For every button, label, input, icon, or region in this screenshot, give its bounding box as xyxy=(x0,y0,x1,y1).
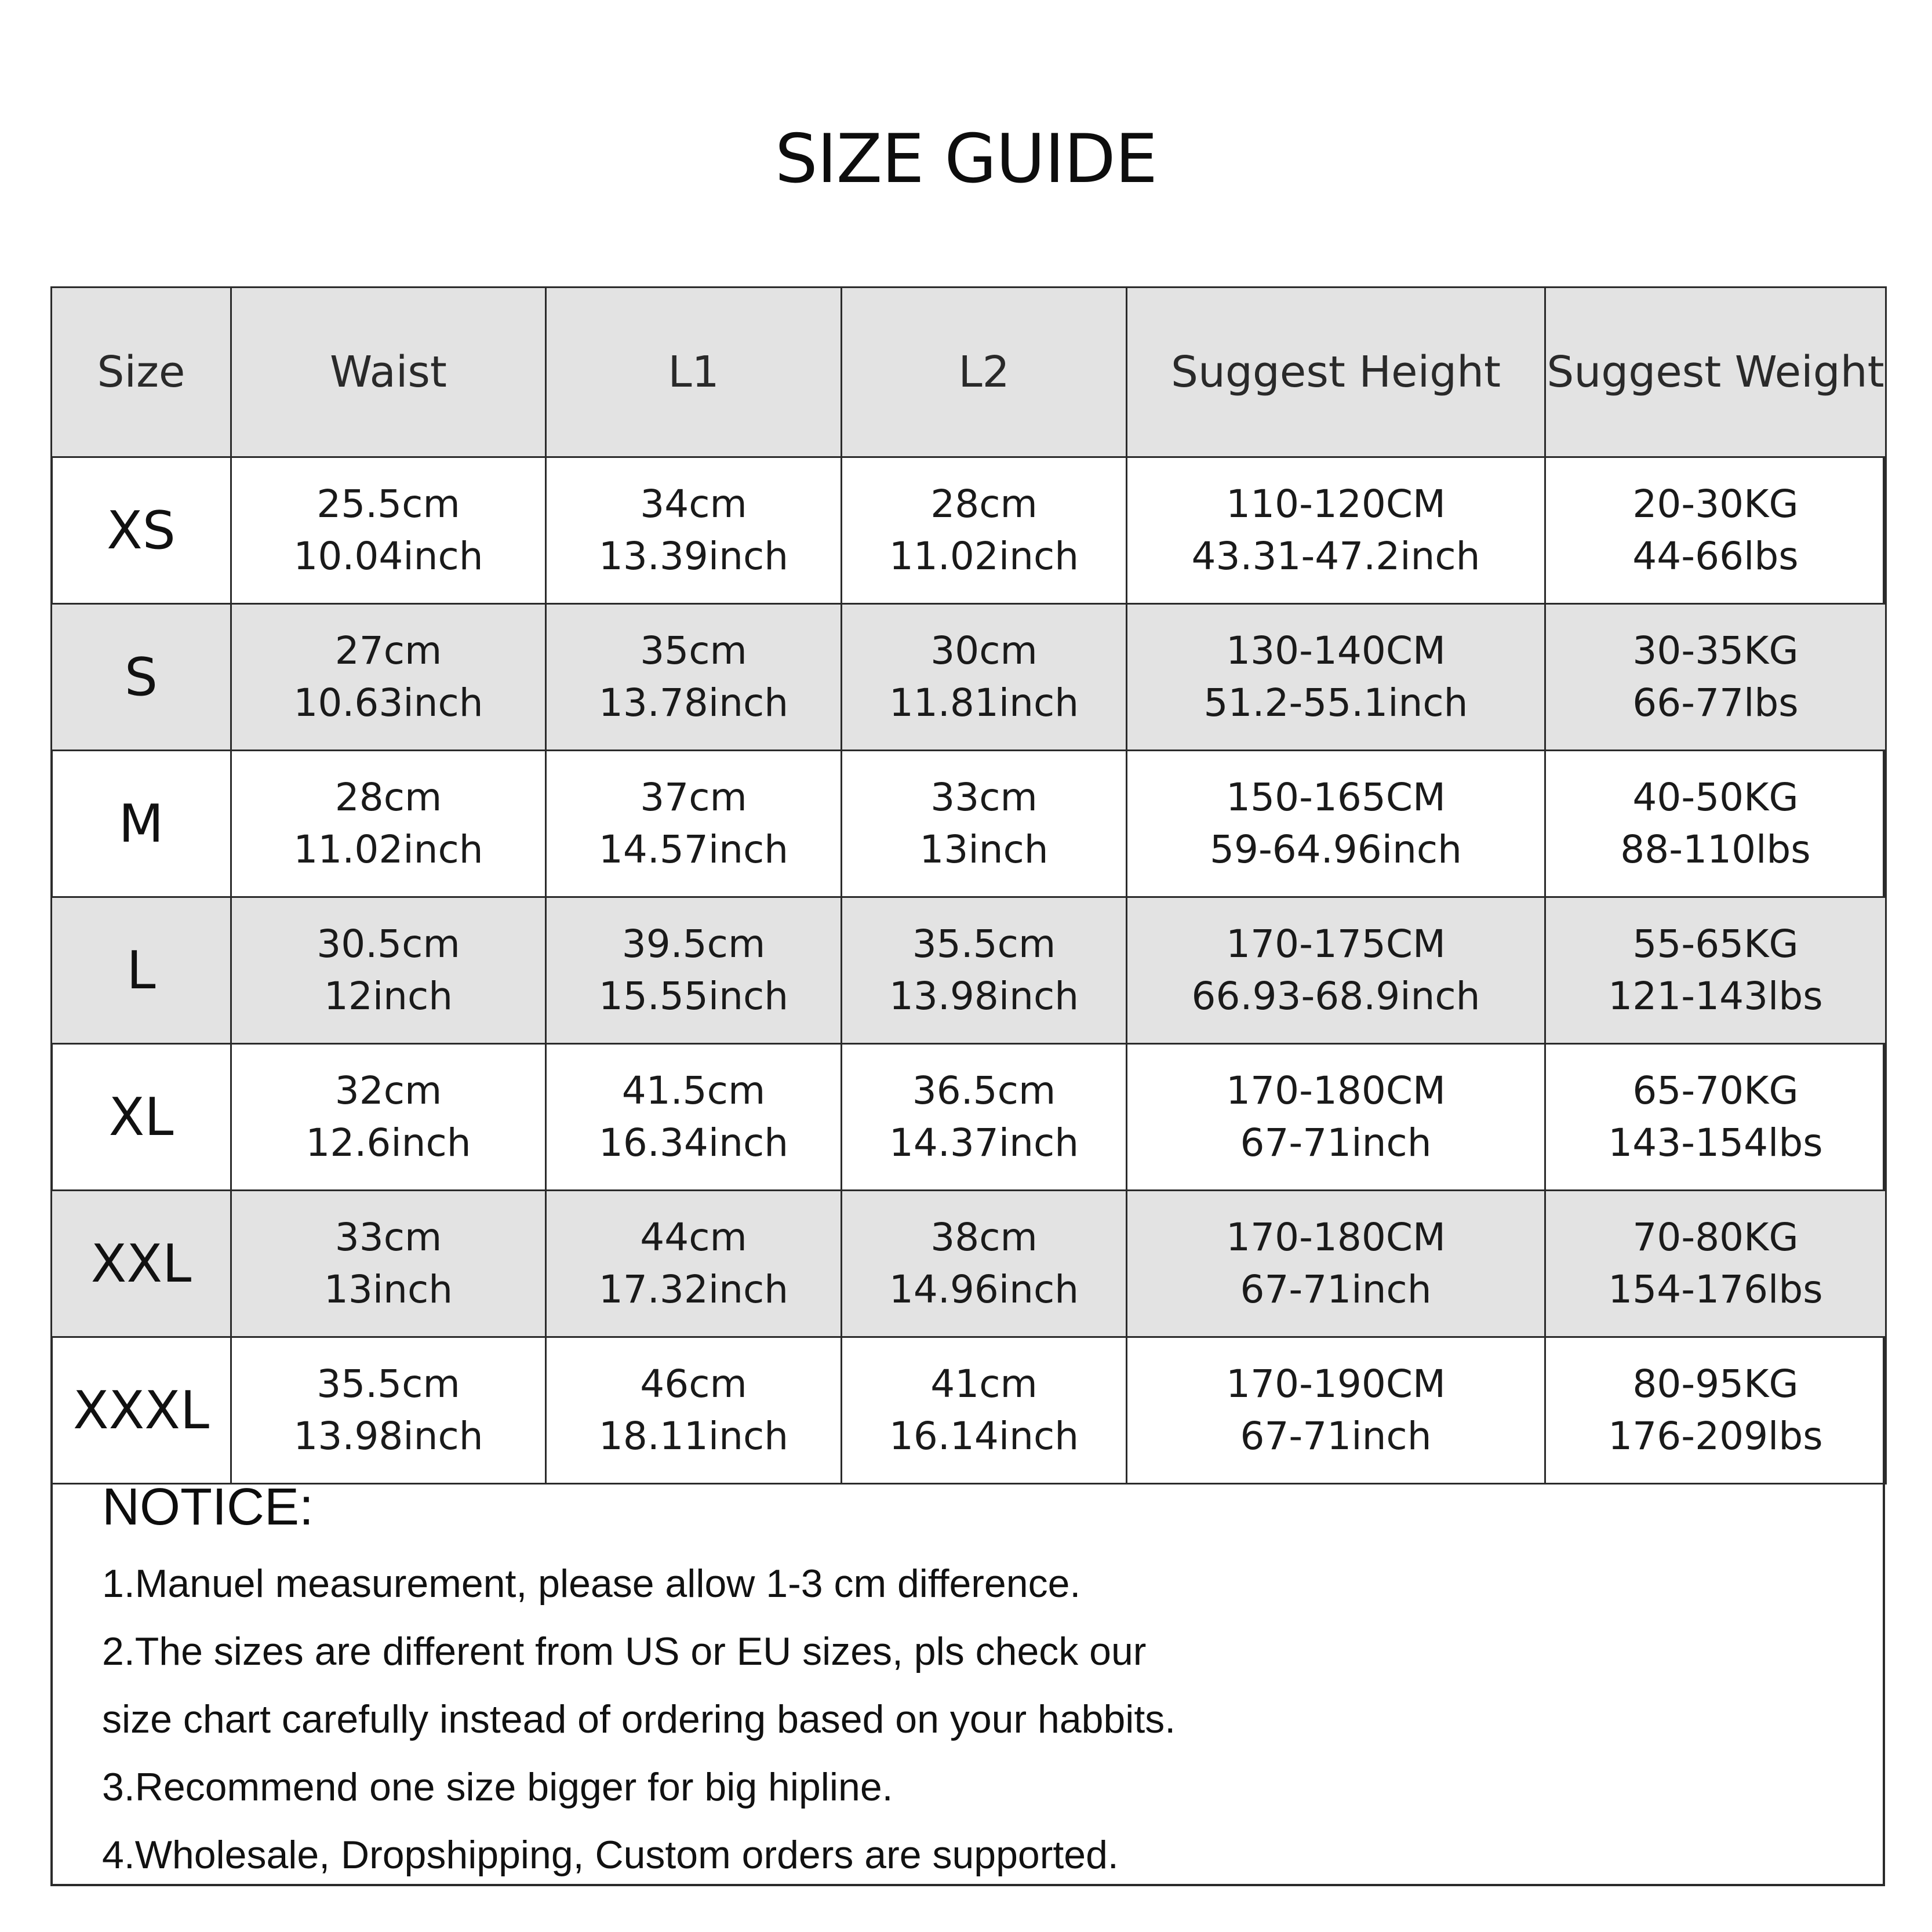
metric-value: 40-50KG xyxy=(1632,775,1799,820)
imperial-value: 14.37inch xyxy=(889,1120,1079,1165)
metric-value: 33cm xyxy=(334,1215,442,1260)
l1-cell xyxy=(546,604,842,751)
metric-value: 20-30KG xyxy=(1632,482,1799,526)
suggest-weight-cell xyxy=(1545,457,1886,604)
imperial-value: 67-71inch xyxy=(1240,1414,1432,1458)
column-header-waist: Waist xyxy=(231,288,546,457)
metric-value: 46cm xyxy=(640,1362,747,1406)
suggest-height-cell xyxy=(1127,604,1545,751)
waist-cell xyxy=(231,897,546,1044)
metric-value: 80-95KG xyxy=(1632,1362,1799,1406)
notice-line-1: 1.Manuel measurement, please allow 1-3 cm difference. xyxy=(102,1562,1081,1606)
metric-value: 28cm xyxy=(930,482,1038,526)
imperial-value: 67-71inch xyxy=(1240,1120,1432,1165)
column-header-suggest-height: Suggest Height xyxy=(1127,288,1545,457)
imperial-value: 18.11inch xyxy=(598,1414,789,1458)
column-header-size: Size xyxy=(52,288,231,457)
waist-cell xyxy=(231,457,546,604)
imperial-value: 10.63inch xyxy=(293,681,483,725)
table-row xyxy=(52,457,1886,604)
waist-cell xyxy=(231,604,546,751)
column-header-l2: L2 xyxy=(842,288,1127,457)
l2-cell xyxy=(842,457,1127,604)
size-cell: M xyxy=(52,751,231,897)
l1-cell xyxy=(546,751,842,897)
l2-cell xyxy=(842,1044,1127,1191)
imperial-value: 10.04inch xyxy=(293,534,483,578)
l1-cell xyxy=(546,1044,842,1191)
metric-value: 170-175CM xyxy=(1226,922,1446,966)
metric-value: 25.5cm xyxy=(316,482,460,526)
table-row xyxy=(52,751,1886,897)
notice-line-4: 3.Recommend one size bigger for big hipline. xyxy=(102,1765,893,1809)
metric-value: 34cm xyxy=(640,482,747,526)
size-cell: L xyxy=(52,897,231,1044)
imperial-value: 66.93-68.9inch xyxy=(1191,974,1480,1018)
metric-value: 33cm xyxy=(930,775,1038,820)
suggest-weight-cell xyxy=(1545,1191,1886,1337)
metric-value: 36.5cm xyxy=(912,1068,1056,1113)
size-cell: S xyxy=(52,604,231,751)
waist-cell xyxy=(231,1337,546,1484)
metric-value: 65-70KG xyxy=(1632,1068,1799,1113)
metric-value: 130-140CM xyxy=(1226,628,1446,673)
metric-value: 28cm xyxy=(334,775,442,820)
table-body xyxy=(52,457,1886,1484)
l2-cell xyxy=(842,604,1127,751)
l1-cell xyxy=(546,1337,842,1484)
l2-cell xyxy=(842,1191,1127,1337)
metric-value: 170-190CM xyxy=(1226,1362,1446,1406)
l1-cell xyxy=(546,897,842,1044)
l1-cell xyxy=(546,1191,842,1337)
table-header-row xyxy=(52,288,1886,457)
size-cell: XXL xyxy=(52,1191,231,1337)
imperial-value: 11.02inch xyxy=(889,534,1079,578)
notice-line-2: 2.The sizes are different from US or EU sizes, pls check our xyxy=(102,1629,1147,1673)
imperial-value: 66-77lbs xyxy=(1632,681,1799,725)
metric-value: 27cm xyxy=(334,628,442,673)
metric-value: 41cm xyxy=(930,1362,1038,1406)
notice-section xyxy=(102,1472,1841,1889)
imperial-value: 154-176lbs xyxy=(1608,1267,1823,1312)
suggest-height-cell xyxy=(1127,457,1545,604)
suggest-height-cell xyxy=(1127,1044,1545,1191)
suggest-weight-cell xyxy=(1545,751,1886,897)
size-cell: XS xyxy=(52,457,231,604)
imperial-value: 16.14inch xyxy=(889,1414,1079,1458)
notice-line-5: 4.Wholesale, Dropshipping, Custom orders are supported. xyxy=(102,1833,1119,1877)
metric-value: 30.5cm xyxy=(316,922,460,966)
page-title: SIZE GUIDE xyxy=(774,120,1158,198)
imperial-value: 13inch xyxy=(919,827,1049,872)
table-row xyxy=(52,604,1886,751)
imperial-value: 176-209lbs xyxy=(1608,1414,1823,1458)
metric-value: 35.5cm xyxy=(912,922,1056,966)
metric-value: 44cm xyxy=(640,1215,747,1260)
suggest-height-cell xyxy=(1127,1191,1545,1337)
metric-value: 37cm xyxy=(640,775,747,820)
imperial-value: 51.2-55.1inch xyxy=(1203,681,1468,725)
table-row xyxy=(52,1337,1886,1484)
table-row xyxy=(52,1044,1886,1191)
suggest-height-cell xyxy=(1127,751,1545,897)
metric-value: 41.5cm xyxy=(621,1068,766,1113)
imperial-value: 15.55inch xyxy=(598,974,789,1018)
column-header-suggest-weight: Suggest Weight xyxy=(1545,288,1886,457)
imperial-value: 13.98inch xyxy=(293,1414,483,1458)
table-row xyxy=(52,897,1886,1044)
metric-value: 170-180CM xyxy=(1226,1068,1446,1113)
suggest-height-cell xyxy=(1127,897,1545,1044)
notice-title: NOTICE: xyxy=(102,1478,314,1536)
imperial-value: 17.32inch xyxy=(598,1267,789,1312)
metric-value: 70-80KG xyxy=(1632,1215,1799,1260)
metric-value: 150-165CM xyxy=(1226,775,1446,820)
metric-value: 30cm xyxy=(930,628,1038,673)
metric-value: 39.5cm xyxy=(621,922,766,966)
imperial-value: 16.34inch xyxy=(598,1120,789,1165)
suggest-height-cell xyxy=(1127,1337,1545,1484)
imperial-value: 11.81inch xyxy=(889,681,1079,725)
metric-value: 32cm xyxy=(334,1068,442,1113)
imperial-value: 43.31-47.2inch xyxy=(1191,534,1480,578)
suggest-weight-cell xyxy=(1545,897,1886,1044)
notice-line-3: size chart carefully instead of ordering based on your habbits. xyxy=(102,1697,1176,1741)
table-row xyxy=(52,1191,1886,1337)
metric-value: 38cm xyxy=(930,1215,1038,1260)
imperial-value: 88-110lbs xyxy=(1620,827,1811,872)
l2-cell xyxy=(842,897,1127,1044)
suggest-weight-cell xyxy=(1545,1337,1886,1484)
metric-value: 35.5cm xyxy=(316,1362,460,1406)
imperial-value: 67-71inch xyxy=(1240,1267,1432,1312)
metric-value: 30-35KG xyxy=(1632,628,1799,673)
column-header-l1: L1 xyxy=(546,288,842,457)
imperial-value: 13.39inch xyxy=(598,534,789,578)
imperial-value: 44-66lbs xyxy=(1632,534,1799,578)
metric-value: 35cm xyxy=(640,628,747,673)
suggest-weight-cell xyxy=(1545,1044,1886,1191)
imperial-value: 14.96inch xyxy=(889,1267,1079,1312)
imperial-value: 121-143lbs xyxy=(1608,974,1823,1018)
l1-cell xyxy=(546,457,842,604)
imperial-value: 12.6inch xyxy=(305,1120,471,1165)
waist-cell xyxy=(231,751,546,897)
size-cell: XL xyxy=(52,1044,231,1191)
imperial-value: 11.02inch xyxy=(293,827,483,872)
l2-cell xyxy=(842,751,1127,897)
waist-cell xyxy=(231,1044,546,1191)
imperial-value: 12inch xyxy=(323,974,453,1018)
metric-value: 110-120CM xyxy=(1226,482,1446,526)
imperial-value: 143-154lbs xyxy=(1608,1120,1823,1165)
l2-cell xyxy=(842,1337,1127,1484)
imperial-value: 14.57inch xyxy=(598,827,789,872)
imperial-value: 13inch xyxy=(323,1267,453,1312)
size-table xyxy=(50,286,1887,1485)
imperial-value: 13.98inch xyxy=(889,974,1079,1018)
metric-value: 170-180CM xyxy=(1226,1215,1446,1260)
waist-cell xyxy=(231,1191,546,1337)
imperial-value: 59-64.96inch xyxy=(1209,827,1462,872)
imperial-value: 13.78inch xyxy=(598,681,789,725)
size-cell: XXXL xyxy=(52,1337,231,1484)
suggest-weight-cell xyxy=(1545,604,1886,751)
metric-value: 55-65KG xyxy=(1632,922,1799,966)
